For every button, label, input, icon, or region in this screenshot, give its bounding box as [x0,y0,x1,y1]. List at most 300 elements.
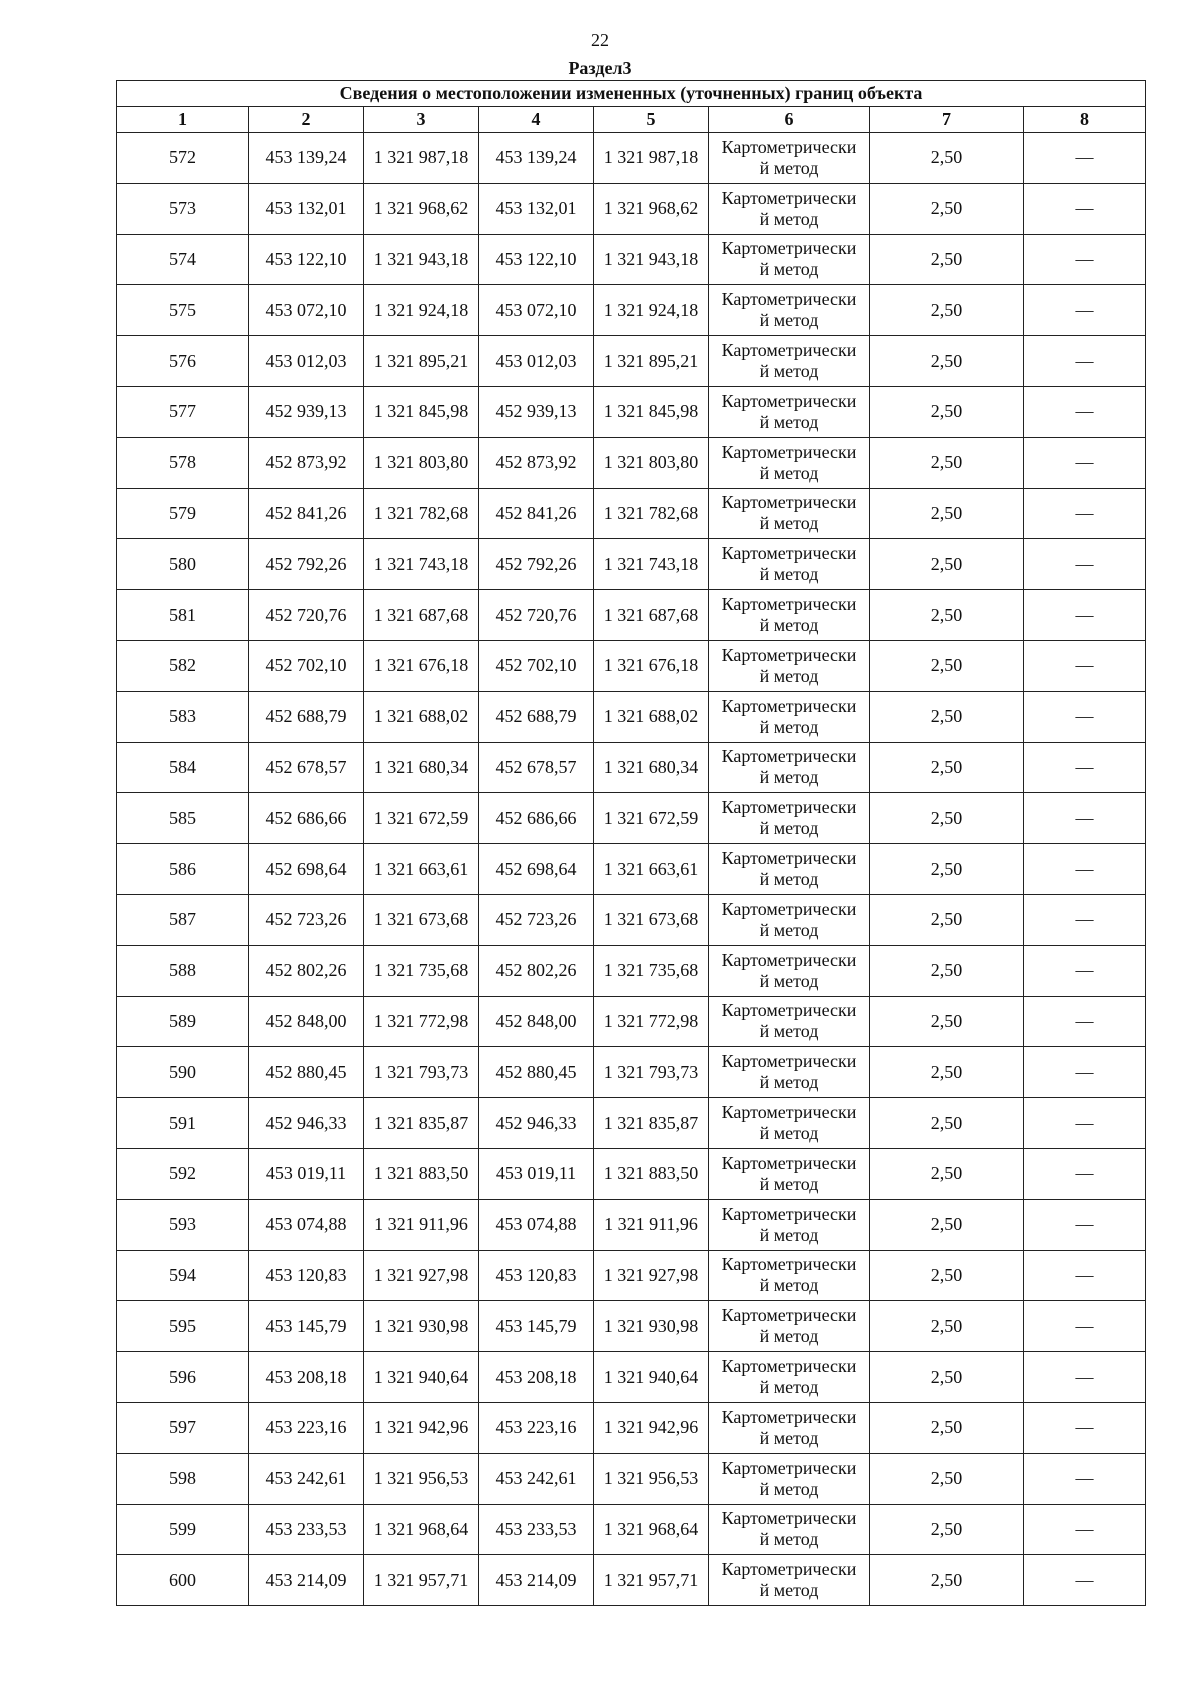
new-x-cell: 453 122,10 [479,234,594,285]
existing-y-cell: 1 321 940,64 [364,1352,479,1403]
new-y-cell: 1 321 735,68 [594,945,709,996]
point-number-cell: 591 [117,1098,249,1149]
existing-y-cell: 1 321 924,18 [364,285,479,336]
table-row [117,742,1146,793]
table-row [117,234,1146,285]
new-y-cell: 1 321 940,64 [594,1352,709,1403]
table-row [117,945,1146,996]
method-line-2: й метод [759,818,819,839]
point-number-cell: 572 [117,133,249,184]
existing-y-cell: 1 321 672,59 [364,793,479,844]
accuracy-cell: 2,50 [870,590,1024,641]
existing-x-cell: 453 208,18 [249,1352,364,1403]
method-line-2: й метод [759,1580,819,1601]
existing-x-cell: 452 873,92 [249,437,364,488]
table-row [117,1250,1146,1301]
existing-x-cell: 452 688,79 [249,691,364,742]
method-line-1: Картометрически [721,390,857,411]
point-number-cell: 577 [117,386,249,437]
existing-y-cell: 1 321 793,73 [364,1047,479,1098]
method-line-2: й метод [759,1123,819,1144]
new-y-cell: 1 321 688,02 [594,691,709,742]
empty-mark-cell: — [1024,1555,1146,1606]
accuracy-cell: 2,50 [870,945,1024,996]
empty-mark-cell: — [1024,1453,1146,1504]
existing-x-cell: 452 848,00 [249,996,364,1047]
empty-mark-cell: — [1024,539,1146,590]
existing-x-cell: 453 233,53 [249,1504,364,1555]
empty-mark-cell: — [1024,1098,1146,1149]
existing-x-cell: 453 145,79 [249,1301,364,1352]
table-row [117,793,1146,844]
new-y-cell: 1 321 673,68 [594,894,709,945]
method-line-2: й метод [759,513,819,534]
method-line-1: Картометрически [721,1356,857,1377]
column-header: 1 [117,107,249,133]
point-number-cell: 594 [117,1250,249,1301]
method-cell [709,183,870,234]
table-row [117,1098,1146,1149]
new-x-cell: 453 233,53 [479,1504,594,1555]
accuracy-cell: 2,50 [870,539,1024,590]
point-number-cell: 584 [117,742,249,793]
table-row [117,1301,1146,1352]
existing-y-cell: 1 321 676,18 [364,640,479,691]
point-number-cell: 595 [117,1301,249,1352]
new-x-cell: 452 723,26 [479,894,594,945]
point-number-cell: 587 [117,894,249,945]
new-y-cell: 1 321 883,50 [594,1148,709,1199]
new-y-cell: 1 321 687,68 [594,590,709,641]
method-line-1: Картометрически [721,1203,857,1224]
accuracy-cell: 2,50 [870,844,1024,895]
existing-y-cell: 1 321 956,53 [364,1453,479,1504]
existing-y-cell: 1 321 803,80 [364,437,479,488]
existing-y-cell: 1 321 911,96 [364,1199,479,1250]
page-number: 22 [591,30,609,50]
accuracy-cell: 2,50 [870,133,1024,184]
empty-mark-cell: — [1024,1402,1146,1453]
accuracy-cell: 2,50 [870,1453,1024,1504]
method-line-1: Картометрически [721,441,857,462]
method-cell [709,844,870,895]
method-line-1: Картометрически [721,898,857,919]
method-line-2: й метод [759,716,819,737]
point-number-cell: 596 [117,1352,249,1403]
empty-mark-cell: — [1024,1199,1146,1250]
method-cell [709,945,870,996]
method-cell [709,488,870,539]
point-number-cell: 586 [117,844,249,895]
new-y-cell: 1 321 672,59 [594,793,709,844]
method-line-2: й метод [759,1224,819,1245]
method-line-1: Картометрически [721,594,857,615]
new-x-cell: 452 802,26 [479,945,594,996]
method-line-1: Картометрически [721,289,857,310]
empty-mark-cell: — [1024,1352,1146,1403]
accuracy-cell: 2,50 [870,1047,1024,1098]
accuracy-cell: 2,50 [870,1250,1024,1301]
existing-y-cell: 1 321 987,18 [364,133,479,184]
method-line-1: Картометрически [721,187,857,208]
method-line-1: Картометрически [721,797,857,818]
existing-y-cell: 1 321 942,96 [364,1402,479,1453]
method-line-2: й метод [759,1021,819,1042]
coordinates-table [116,80,1146,1606]
empty-mark-cell: — [1024,793,1146,844]
method-cell [709,996,870,1047]
existing-x-cell: 452 686,66 [249,793,364,844]
table-row [117,640,1146,691]
method-line-2: й метод [759,1478,819,1499]
table-row [117,488,1146,539]
method-cell [709,894,870,945]
column-header: 4 [479,107,594,133]
new-y-cell: 1 321 957,71 [594,1555,709,1606]
empty-mark-cell: — [1024,336,1146,387]
method-line-1: Картометрически [721,949,857,970]
table-row [117,1047,1146,1098]
method-cell [709,691,870,742]
method-line-1: Картометрически [721,1254,857,1275]
method-line-2: й метод [759,157,819,178]
method-line-1: Картометрически [721,746,857,767]
new-y-cell: 1 321 968,64 [594,1504,709,1555]
table-row [117,1199,1146,1250]
method-cell [709,1047,870,1098]
empty-mark-cell: — [1024,1250,1146,1301]
existing-x-cell: 453 122,10 [249,234,364,285]
empty-mark-cell: — [1024,488,1146,539]
table-row [117,1453,1146,1504]
method-cell [709,1148,870,1199]
existing-x-cell: 452 723,26 [249,894,364,945]
existing-x-cell: 452 946,33 [249,1098,364,1149]
method-cell [709,285,870,336]
new-y-cell: 1 321 743,18 [594,539,709,590]
method-line-2: й метод [759,411,819,432]
point-number-cell: 576 [117,336,249,387]
accuracy-cell: 2,50 [870,488,1024,539]
column-header: 2 [249,107,364,133]
method-cell [709,793,870,844]
point-number-cell: 593 [117,1199,249,1250]
method-cell [709,1504,870,1555]
accuracy-cell: 2,50 [870,691,1024,742]
table-row [117,386,1146,437]
point-number-cell: 598 [117,1453,249,1504]
empty-mark-cell: — [1024,1504,1146,1555]
point-number-cell: 580 [117,539,249,590]
point-number-cell: 575 [117,285,249,336]
column-header: 5 [594,107,709,133]
accuracy-cell: 2,50 [870,1352,1024,1403]
new-y-cell: 1 321 930,98 [594,1301,709,1352]
existing-y-cell: 1 321 895,21 [364,336,479,387]
new-y-cell: 1 321 895,21 [594,336,709,387]
existing-y-cell: 1 321 743,18 [364,539,479,590]
new-x-cell: 453 019,11 [479,1148,594,1199]
point-number-cell: 583 [117,691,249,742]
column-header: 8 [1024,107,1146,133]
existing-y-cell: 1 321 968,62 [364,183,479,234]
method-cell [709,640,870,691]
accuracy-cell: 2,50 [870,1199,1024,1250]
existing-y-cell: 1 321 968,64 [364,1504,479,1555]
table-row [117,1555,1146,1606]
method-cell [709,1199,870,1250]
existing-x-cell: 452 792,26 [249,539,364,590]
point-number-cell: 582 [117,640,249,691]
column-header: 7 [870,107,1024,133]
existing-x-cell: 453 074,88 [249,1199,364,1250]
method-line-2: й метод [759,1529,819,1550]
point-number-cell: 585 [117,793,249,844]
empty-mark-cell: — [1024,386,1146,437]
new-y-cell: 1 321 911,96 [594,1199,709,1250]
table-row [117,336,1146,387]
method-line-2: й метод [759,1275,819,1296]
method-line-1: Картометрически [721,543,857,564]
point-number-cell: 599 [117,1504,249,1555]
existing-y-cell: 1 321 957,71 [364,1555,479,1606]
table-row [117,133,1146,184]
new-y-cell: 1 321 663,61 [594,844,709,895]
method-line-1: Картометрически [721,340,857,361]
new-x-cell: 453 139,24 [479,133,594,184]
new-x-cell: 452 720,76 [479,590,594,641]
column-header: 3 [364,107,479,133]
new-y-cell: 1 321 793,73 [594,1047,709,1098]
empty-mark-cell: — [1024,183,1146,234]
point-number-cell: 597 [117,1402,249,1453]
new-x-cell: 453 145,79 [479,1301,594,1352]
new-x-cell: 452 688,79 [479,691,594,742]
method-line-2: й метод [759,869,819,890]
new-y-cell: 1 321 927,98 [594,1250,709,1301]
accuracy-cell: 2,50 [870,1555,1024,1606]
existing-x-cell: 453 139,24 [249,133,364,184]
method-cell [709,437,870,488]
new-y-cell: 1 321 845,98 [594,386,709,437]
method-line-2: й метод [759,564,819,585]
new-y-cell: 1 321 835,87 [594,1098,709,1149]
existing-y-cell: 1 321 927,98 [364,1250,479,1301]
new-x-cell: 452 792,26 [479,539,594,590]
empty-mark-cell: — [1024,1301,1146,1352]
table-row [117,437,1146,488]
method-line-1: Картометрически [721,1305,857,1326]
table-row [117,1504,1146,1555]
point-number-cell: 590 [117,1047,249,1098]
method-line-2: й метод [759,208,819,229]
existing-x-cell: 452 802,26 [249,945,364,996]
new-x-cell: 453 074,88 [479,1199,594,1250]
table-row [117,539,1146,590]
method-line-2: й метод [759,1427,819,1448]
accuracy-cell: 2,50 [870,742,1024,793]
existing-x-cell: 453 242,61 [249,1453,364,1504]
table-row [117,996,1146,1047]
point-number-cell: 579 [117,488,249,539]
method-line-2: й метод [759,615,819,636]
method-line-2: й метод [759,310,819,331]
empty-mark-cell: — [1024,996,1146,1047]
method-cell [709,1352,870,1403]
new-y-cell: 1 321 942,96 [594,1402,709,1453]
method-cell [709,742,870,793]
point-number-cell: 588 [117,945,249,996]
method-line-2: й метод [759,665,819,686]
table-row [117,691,1146,742]
existing-y-cell: 1 321 663,61 [364,844,479,895]
method-cell [709,1098,870,1149]
method-cell [709,539,870,590]
new-y-cell: 1 321 956,53 [594,1453,709,1504]
existing-y-cell: 1 321 688,02 [364,691,479,742]
existing-y-cell: 1 321 930,98 [364,1301,479,1352]
existing-x-cell: 453 120,83 [249,1250,364,1301]
empty-mark-cell: — [1024,640,1146,691]
existing-y-cell: 1 321 772,98 [364,996,479,1047]
existing-x-cell: 452 702,10 [249,640,364,691]
point-number-cell: 600 [117,1555,249,1606]
method-line-2: й метод [759,1377,819,1398]
empty-mark-cell: — [1024,590,1146,641]
new-x-cell: 453 132,01 [479,183,594,234]
existing-x-cell: 453 223,16 [249,1402,364,1453]
point-number-cell: 578 [117,437,249,488]
new-y-cell: 1 321 772,98 [594,996,709,1047]
existing-y-cell: 1 321 687,68 [364,590,479,641]
new-y-cell: 1 321 987,18 [594,133,709,184]
existing-y-cell: 1 321 835,87 [364,1098,479,1149]
method-line-1: Картометрически [721,1000,857,1021]
new-x-cell: 453 242,61 [479,1453,594,1504]
new-y-cell: 1 321 803,80 [594,437,709,488]
method-line-1: Картометрически [721,695,857,716]
new-x-cell: 452 873,92 [479,437,594,488]
new-x-cell: 452 841,26 [479,488,594,539]
accuracy-cell: 2,50 [870,336,1024,387]
method-line-1: Картометрически [721,644,857,665]
new-y-cell: 1 321 943,18 [594,234,709,285]
method-cell [709,386,870,437]
empty-mark-cell: — [1024,844,1146,895]
empty-mark-cell: — [1024,1148,1146,1199]
method-line-1: Картометрически [721,238,857,259]
table-row [117,844,1146,895]
existing-y-cell: 1 321 943,18 [364,234,479,285]
accuracy-cell: 2,50 [870,1504,1024,1555]
method-line-1: Картометрически [721,1051,857,1072]
point-number-cell: 573 [117,183,249,234]
section-title: Раздел3 [568,58,632,78]
accuracy-cell: 2,50 [870,234,1024,285]
empty-mark-cell: — [1024,894,1146,945]
new-x-cell: 453 120,83 [479,1250,594,1301]
existing-x-cell: 453 072,10 [249,285,364,336]
new-y-cell: 1 321 924,18 [594,285,709,336]
new-x-cell: 452 939,13 [479,386,594,437]
method-cell [709,1250,870,1301]
existing-x-cell: 452 678,57 [249,742,364,793]
method-cell [709,234,870,285]
method-line-1: Картометрически [721,1406,857,1427]
method-line-1: Картометрически [721,1457,857,1478]
existing-y-cell: 1 321 845,98 [364,386,479,437]
existing-x-cell: 452 698,64 [249,844,364,895]
point-number-cell: 592 [117,1148,249,1199]
method-line-1: Картометрически [721,1559,857,1580]
new-x-cell: 453 012,03 [479,336,594,387]
method-line-2: й метод [759,970,819,991]
accuracy-cell: 2,50 [870,1098,1024,1149]
table-row [117,285,1146,336]
method-line-1: Картометрически [721,492,857,513]
method-line-2: й метод [759,1072,819,1093]
method-cell [709,1402,870,1453]
existing-x-cell: 452 720,76 [249,590,364,641]
point-number-cell: 574 [117,234,249,285]
method-line-2: й метод [759,361,819,382]
method-line-2: й метод [759,1173,819,1194]
new-x-cell: 453 072,10 [479,285,594,336]
table-caption: Сведения о местоположении измененных (уточненных) границ объекта [117,81,1146,107]
new-x-cell: 453 208,18 [479,1352,594,1403]
new-y-cell: 1 321 782,68 [594,488,709,539]
new-y-cell: 1 321 676,18 [594,640,709,691]
empty-mark-cell: — [1024,1047,1146,1098]
method-line-2: й метод [759,259,819,280]
column-header: 6 [709,107,870,133]
accuracy-cell: 2,50 [870,1148,1024,1199]
existing-y-cell: 1 321 680,34 [364,742,479,793]
new-x-cell: 452 698,64 [479,844,594,895]
existing-x-cell: 452 880,45 [249,1047,364,1098]
accuracy-cell: 2,50 [870,437,1024,488]
existing-x-cell: 453 132,01 [249,183,364,234]
table-row [117,1402,1146,1453]
table-row [117,1352,1146,1403]
method-cell [709,590,870,641]
method-line-2: й метод [759,1326,819,1347]
table-header-row [117,107,1146,133]
empty-mark-cell: — [1024,285,1146,336]
table-row [117,894,1146,945]
method-line-2: й метод [759,462,819,483]
existing-x-cell: 452 841,26 [249,488,364,539]
new-x-cell: 453 223,16 [479,1402,594,1453]
method-cell [709,336,870,387]
new-x-cell: 453 214,09 [479,1555,594,1606]
point-number-cell: 581 [117,590,249,641]
accuracy-cell: 2,50 [870,183,1024,234]
existing-y-cell: 1 321 735,68 [364,945,479,996]
existing-x-cell: 453 214,09 [249,1555,364,1606]
new-x-cell: 452 686,66 [479,793,594,844]
existing-y-cell: 1 321 782,68 [364,488,479,539]
empty-mark-cell: — [1024,133,1146,184]
table-row [117,1148,1146,1199]
empty-mark-cell: — [1024,437,1146,488]
accuracy-cell: 2,50 [870,894,1024,945]
method-cell [709,1555,870,1606]
new-x-cell: 452 880,45 [479,1047,594,1098]
point-number-cell: 589 [117,996,249,1047]
table-row [117,590,1146,641]
method-line-1: Картометрически [721,848,857,869]
